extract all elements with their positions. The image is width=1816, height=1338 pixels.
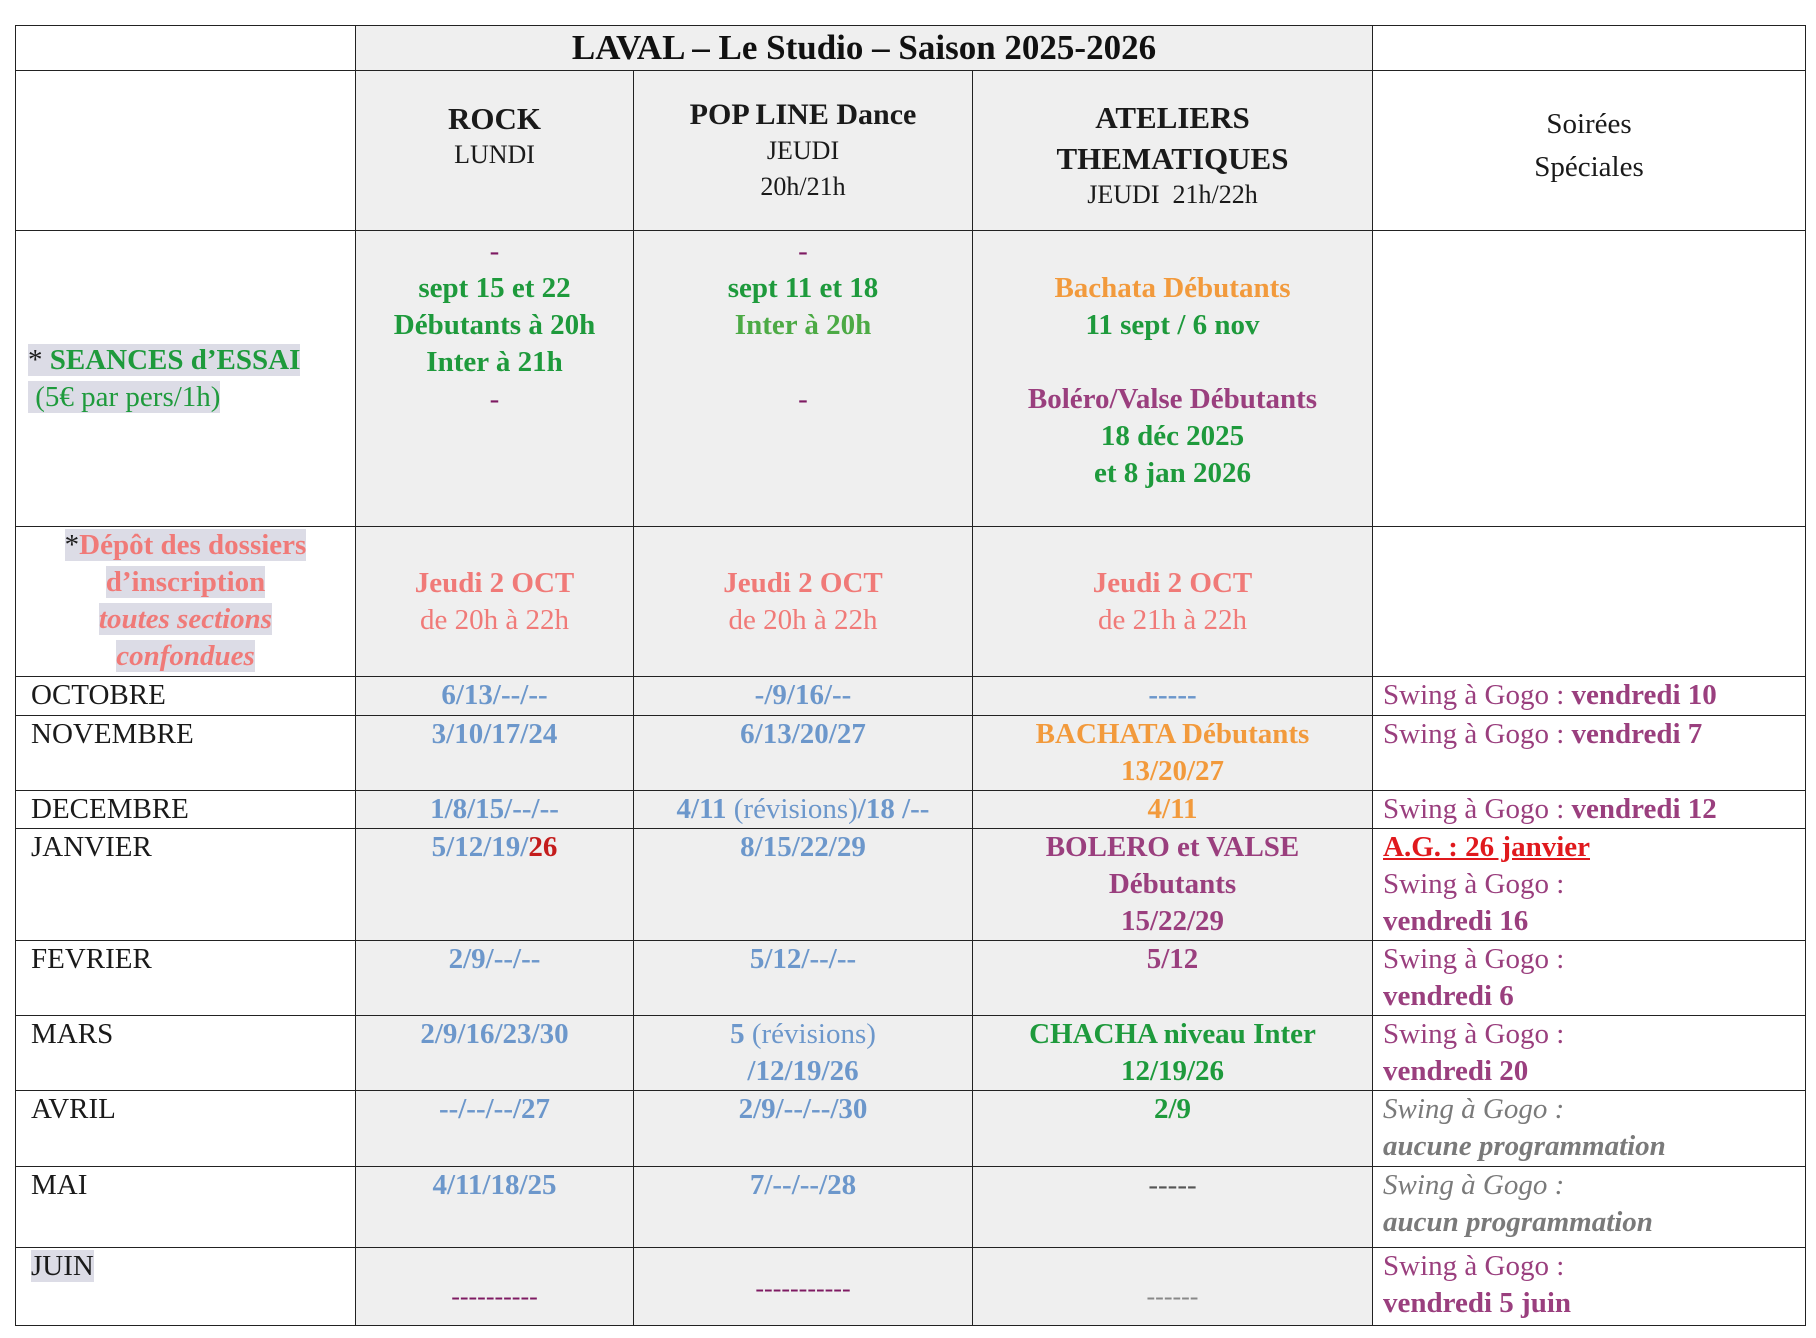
month-decembre: DECEMBRE — [16, 791, 356, 829]
apr-pop: 2/9/--/--/30 — [634, 1091, 973, 1167]
dec-pop — [634, 791, 973, 829]
title-blank-right — [1373, 26, 1806, 71]
nov-swing: Swing à Gogo : — [1383, 718, 1572, 750]
mar-soirees — [1373, 1016, 1806, 1091]
feb-swing: Swing à Gogo : — [1383, 943, 1565, 975]
jan-at1: BOLERO et VALSE — [1045, 831, 1300, 863]
jan-rock — [356, 829, 634, 941]
depot-soirees — [1373, 527, 1806, 677]
feb-soirees — [1373, 941, 1806, 1016]
essai-at-d1: 11 sept / 6 nov — [1085, 309, 1260, 341]
essai-rock-l1: Débutants à 20h — [393, 309, 596, 341]
essai-row — [16, 231, 1806, 527]
header-soirees-line1: Soirées — [1546, 108, 1632, 140]
month-janvier: JANVIER — [16, 829, 356, 941]
header-pop-time: 20h/21h — [760, 172, 846, 201]
feb-ateliers: 5/12 — [973, 941, 1373, 1016]
essai-at-t2: Boléro/Valse Débutants — [1027, 383, 1318, 415]
jan-rock-a: 5/12/19/ — [431, 831, 529, 863]
may-swing: Swing à Gogo : — [1383, 1169, 1565, 1201]
essai-at-t1: Bachata Débutants — [1054, 272, 1291, 304]
mar-at1: CHACHA niveau Inter — [1029, 1018, 1316, 1050]
essai-star: * — [28, 343, 50, 376]
essai-rock-dates: sept 15 et 22 — [418, 272, 571, 304]
jan-swing-date: vendredi 16 — [1383, 905, 1529, 937]
nov-soirees — [1373, 716, 1806, 791]
apr-swing: Swing à Gogo : — [1383, 1093, 1565, 1125]
may-soirees — [1373, 1167, 1806, 1248]
jan-at3: 15/22/29 — [1120, 905, 1225, 937]
essai-pop-dash2: - — [798, 383, 808, 415]
depot-at-time: de 21h à 22h — [1098, 603, 1247, 636]
essai-ateliers — [973, 231, 1373, 527]
dec-ateliers: 4/11 — [973, 791, 1373, 829]
mar-pop — [634, 1016, 973, 1091]
header-blank — [16, 71, 356, 231]
may-ateliers: ----- — [973, 1167, 1373, 1248]
mar-pop-c: /12/19/26 — [747, 1055, 859, 1087]
mar-ateliers — [973, 1016, 1373, 1091]
dec-pop-a: 4/11 — [676, 793, 734, 825]
oct-ateliers: ----- — [973, 677, 1373, 716]
depot-rock — [356, 527, 634, 677]
depot-label4: confondues — [116, 640, 255, 672]
month-avril: AVRIL — [16, 1091, 356, 1167]
feb-swing-date: vendredi 6 — [1383, 980, 1514, 1012]
depot-at-day: Jeudi 2 OCT — [1092, 566, 1253, 599]
header-row — [16, 71, 1806, 231]
month-row-octobre — [16, 677, 1806, 716]
header-ateliers-name2: THEMATIQUES — [1056, 141, 1289, 176]
depot-star: * — [64, 529, 80, 561]
jan-soirees — [1373, 829, 1806, 941]
essai-pop-dates: sept 11 et 18 — [727, 272, 879, 304]
nov-rock: 3/10/17/24 — [356, 716, 634, 791]
mar-swing-date: vendredi 20 — [1383, 1055, 1529, 1087]
apr-rock: --/--/--/27 — [356, 1091, 634, 1167]
month-row-decembre — [16, 791, 1806, 829]
month-octobre: OCTOBRE — [16, 677, 356, 716]
depot-label1: Dépôt des dossiers — [79, 529, 307, 561]
header-pop-name: POP LINE Dance — [689, 98, 917, 131]
essai-pop-dash: - — [798, 235, 808, 267]
jun-soirees — [1373, 1248, 1806, 1326]
schedule-table — [15, 25, 1806, 1326]
essai-soirees — [1373, 231, 1806, 527]
mar-pop-b: (révisions) — [744, 1018, 876, 1050]
title-blank-left — [16, 26, 356, 71]
mar-at2: 12/19/26 — [1120, 1055, 1225, 1087]
essai-rock — [356, 231, 634, 527]
oct-pop: -/9/16/-- — [634, 677, 973, 716]
oct-soirees — [1373, 677, 1806, 716]
essai-rock-l2: Inter à 21h — [426, 346, 563, 378]
essai-rock-dash: - — [489, 235, 500, 267]
depot-pop-day: Jeudi 2 OCT — [723, 566, 883, 599]
mar-swing: Swing à Gogo : — [1383, 1018, 1565, 1050]
jun-swing-date: vendredi 5 juin — [1383, 1287, 1572, 1319]
depot-label3: toutes sections — [98, 603, 273, 635]
mar-rock: 2/9/16/23/30 — [356, 1016, 634, 1091]
essai-label-cell — [16, 231, 356, 527]
month-row-novembre — [16, 716, 1806, 791]
oct-rock: 6/13/--/-- — [356, 677, 634, 716]
dec-swing-date: vendredi 12 — [1571, 793, 1717, 825]
header-ateliers-day: JEUDI 21h/22h — [1087, 180, 1258, 209]
apr-ateliers: 2/9 — [973, 1091, 1373, 1167]
month-row-fevrier — [16, 941, 1806, 1016]
oct-swing: Swing à Gogo : — [1383, 679, 1572, 711]
header-pop — [634, 71, 973, 231]
month-row-mars — [16, 1016, 1806, 1091]
mar-pop-a: 5 — [730, 1018, 745, 1050]
header-soirees — [1373, 71, 1806, 231]
header-ateliers-name1: ATELIERS — [1095, 100, 1250, 135]
feb-pop: 5/12/--/-- — [634, 941, 973, 1016]
apr-swing-date: aucune programmation — [1383, 1130, 1666, 1162]
depot-pop — [634, 527, 973, 677]
month-fevrier: FEVRIER — [16, 941, 356, 1016]
jan-at2: Débutants — [1108, 868, 1237, 900]
jan-ag: A.G. : 26 janvier — [1383, 831, 1590, 863]
month-row-mai — [16, 1167, 1806, 1248]
header-soirees-line2: Spéciales — [1534, 151, 1644, 183]
nov-swing-date: vendredi 7 — [1571, 718, 1703, 750]
may-swing-date: aucun programmation — [1383, 1206, 1653, 1238]
jan-pop: 8/15/22/29 — [634, 829, 973, 941]
may-rock: 4/11/18/25 — [356, 1167, 634, 1248]
jan-rock-b: 26 — [528, 831, 558, 863]
dec-soirees — [1373, 791, 1806, 829]
apr-soirees — [1373, 1091, 1806, 1167]
header-ateliers — [973, 71, 1373, 231]
depot-rock-time: de 20h à 22h — [420, 603, 569, 636]
month-row-janvier — [16, 829, 1806, 941]
oct-swing-date: vendredi 10 — [1571, 679, 1717, 711]
month-juin-cell — [16, 1248, 356, 1326]
nov-ateliers — [973, 716, 1373, 791]
depot-label-cell — [16, 527, 356, 677]
header-pop-day: JEUDI — [766, 136, 840, 165]
month-juin: JUIN — [31, 1250, 94, 1282]
dec-pop-b: (révisions) — [733, 793, 858, 825]
dec-pop-c: /18 /-- — [857, 793, 930, 825]
feb-rock: 2/9/--/-- — [356, 941, 634, 1016]
title-row — [16, 26, 1806, 71]
header-rock — [356, 71, 634, 231]
jun-pop: ----------- — [634, 1248, 973, 1326]
depot-rock-day: Jeudi 2 OCT — [414, 566, 575, 599]
month-mai: MAI — [16, 1167, 356, 1248]
depot-ateliers — [973, 527, 1373, 677]
essai-pop-l1: Inter à 20h — [734, 309, 872, 341]
essai-pop — [634, 231, 973, 527]
month-novembre: NOVEMBRE — [16, 716, 356, 791]
essai-price: (5€ par pers/1h) — [28, 380, 221, 413]
essai-at-d2: 18 déc 2025 — [1100, 420, 1245, 452]
jun-ateliers: ------ — [973, 1248, 1373, 1326]
month-row-avril — [16, 1091, 1806, 1167]
header-rock-name: ROCK — [448, 101, 541, 136]
jan-swing: Swing à Gogo : — [1383, 868, 1565, 900]
nov-pop: 6/13/20/27 — [634, 716, 973, 791]
essai-rock-dash2: - — [489, 383, 500, 415]
dec-rock: 1/8/15/--/-- — [356, 791, 634, 829]
month-row-juin — [16, 1248, 1806, 1326]
essai-at-d3: et 8 jan 2026 — [1093, 457, 1252, 489]
nov-at1: BACHATA Débutants — [1035, 718, 1310, 750]
nov-at2: 13/20/27 — [1120, 755, 1225, 787]
depot-label2: d’inscription — [105, 566, 266, 598]
header-rock-day: LUNDI — [454, 140, 535, 169]
jun-swing: Swing à Gogo : — [1383, 1250, 1565, 1282]
depot-row — [16, 527, 1806, 677]
page-title: LAVAL – Le Studio – Saison 2025-2026 — [356, 26, 1373, 71]
depot-pop-time: de 20h à 22h — [728, 603, 878, 636]
month-mars: MARS — [16, 1016, 356, 1091]
essai-label: SEANCES d’ESSAI — [49, 343, 301, 376]
jun-rock: ---------- — [356, 1248, 634, 1326]
dec-swing: Swing à Gogo : — [1383, 793, 1572, 825]
jan-ateliers — [973, 829, 1373, 941]
may-pop: 7/--/--/28 — [634, 1167, 973, 1248]
